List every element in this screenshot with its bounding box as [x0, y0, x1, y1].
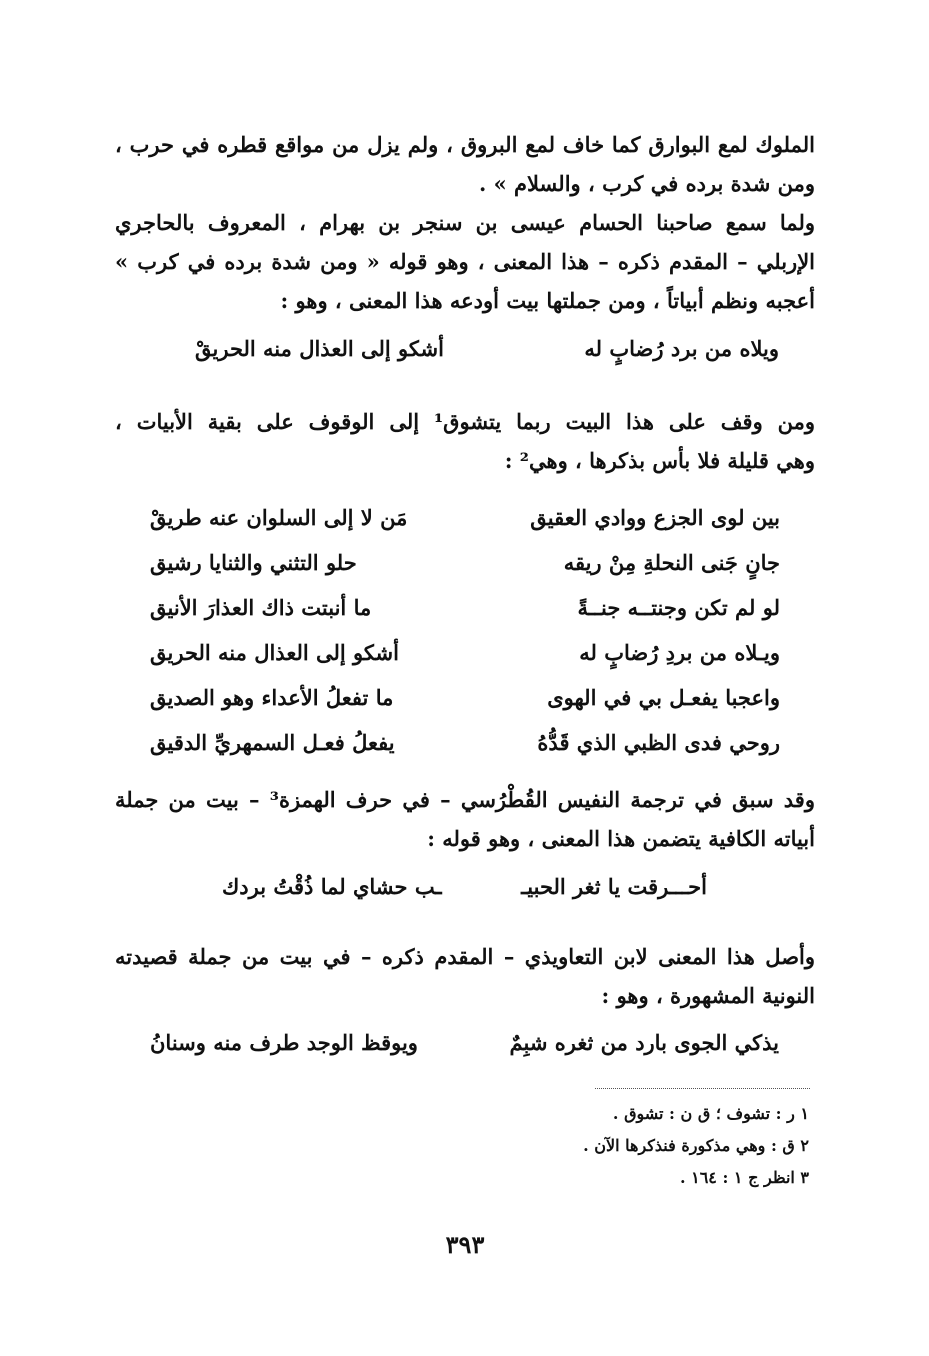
- footnote-divider: [595, 1088, 810, 1089]
- poem-verse: [150, 585, 780, 630]
- text-line: وقد سبق في ترجمة النفيس القُطْرُسي – في حرف الهمزة³ – بيت من جملة: [115, 787, 815, 812]
- paragraph-1: [115, 125, 815, 203]
- paragraph-3: [115, 402, 815, 480]
- verse-1-second-hemistich: أشكو إلى العذال منه الحريقْ: [195, 336, 444, 361]
- text-line: النونية المشهورة ، وهو :: [601, 983, 815, 1008]
- first-hemistich: لو لم تكن وجنتــه جنــةً: [577, 595, 780, 620]
- verse-2-first-hemistich: أحـــرقت يا ثغر الحبيـ: [521, 874, 707, 899]
- footnote: ١ ر : تشوف ؛ ق ن : تشوق .: [612, 1104, 809, 1123]
- second-hemistich: مَن لا إلى السلوان عنه طريقْ: [150, 505, 408, 530]
- text-line: وأصل هذا المعنى لابن التعاويذي – المقدم ذكره – في بيت من جملة قصيدته: [115, 944, 815, 969]
- text-line: الإربلي – المقدم ذكره – هذا المعنى ، وهو قوله « ومن شدة برده في كرب »: [115, 249, 815, 274]
- text-line: ولما سمع صاحبنا الحسام عيسى بن سنجر بن بهرام ، المعروف بالحاجري: [115, 210, 815, 235]
- text-line: وهي قليلة فلا بأس بذكرها ، وهي² :: [504, 448, 815, 473]
- text-line: أبياته الكافية يتضمن هذا المعنى ، وهو قوله :: [427, 826, 815, 851]
- poem-verse: [150, 630, 780, 675]
- poem-verse: [150, 495, 780, 540]
- text-line: الملوك لمع البوارق كما خاف لمع البروق ، ولم يزل من مواقع قطره في حرب ،: [115, 132, 815, 157]
- first-hemistich: جانٍ جَنى النحلةِ مِنْ ريقه: [563, 550, 780, 575]
- paragraph-5: [115, 937, 815, 1015]
- text-line: أعجبه ونظم أبياتاً ، ومن جملتها بيت أودعه هذا المعنى ، وهو :: [280, 288, 815, 313]
- verse-1-first-hemistich: ويلاه من برد رُضابٍ له: [584, 336, 779, 361]
- verse-3-first-hemistich: يذكي الجوى بارد من ثغره شبِمٌ: [509, 1030, 779, 1055]
- first-hemistich: بين لوى الجزع ووادي العقيق: [530, 505, 780, 530]
- second-hemistich: يفعلُ فعـل السمهريِّ الدقيق: [150, 730, 395, 755]
- poem-verse: [150, 675, 780, 720]
- verse-2-second-hemistich: ـب حشاي لما ذُقْتُ بردك: [222, 874, 442, 899]
- first-hemistich: واعجبا يفعـل بي في الهوى: [547, 685, 780, 710]
- verse-3-second-hemistich: ويوقظ الوجد طرف منه وسنانُ: [150, 1030, 418, 1055]
- page-number: ٣٩٣: [445, 1230, 485, 1259]
- first-hemistich: روحي فدى الظبي الذي قَدُّهُ: [537, 730, 780, 755]
- second-hemistich: حلو التثني والثنايا رشيق: [150, 550, 357, 575]
- footnote: ٣ انظر ج ١ : ١٦٤ .: [679, 1168, 809, 1187]
- footnotes: [389, 1098, 809, 1194]
- second-hemistich: ما أنبتت ذاك العذارَ الأنيق: [150, 595, 372, 620]
- paragraph-4: [115, 780, 815, 858]
- text-line: ومن شدة برده في كرب ، والسلام » .: [478, 171, 815, 196]
- second-hemistich: أشكو إلى العذال منه الحريق: [150, 640, 399, 665]
- second-hemistich: ما تفعلُ الأعداء وهو الصديق: [150, 685, 394, 710]
- paragraph-2: [115, 203, 815, 320]
- first-hemistich: ويـلاه من بردِ رُضابٍ له: [579, 640, 780, 665]
- text-line: ومن وقف على هذا البيت ربما يتشوق¹ إلى الوقوف على بقية الأبيات ،: [115, 409, 815, 434]
- poem-verse: [150, 720, 780, 765]
- footnote: ٢ ق : وهي مذكورة فنذكرها الآن .: [583, 1136, 809, 1155]
- poem-verse: [150, 540, 780, 585]
- poem: [150, 495, 780, 765]
